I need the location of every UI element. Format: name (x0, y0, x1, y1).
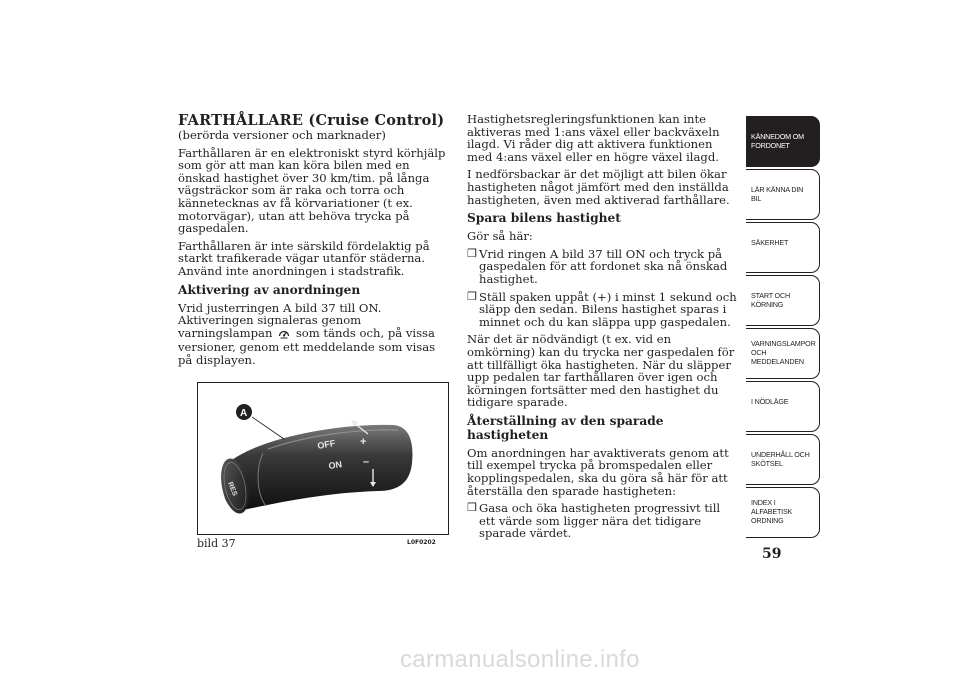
lever-res-label: RES (226, 481, 239, 498)
tab-i-nodlage[interactable] (746, 381, 820, 432)
list-item (467, 502, 739, 540)
figure-cruise-control-lever (197, 382, 449, 535)
tab-label: VARNINGSLAMPOR (751, 339, 816, 348)
heading-activation: Aktivering av anordningen (178, 282, 361, 297)
tab-underhall-och-skotsel[interactable] (746, 434, 820, 485)
paragraph: Hastighetsregleringsfunktionen kan inte aktiveras med 1:ans växel eller backväxeln ilagd. Vi råder dig att aktivera funktionen med 4:ans växel eller en högre växel ilagd. (467, 112, 720, 164)
list-item (467, 248, 739, 286)
tab-label: LÄR KÄNNA DIN (751, 185, 804, 194)
tab-label: BIL (751, 194, 762, 203)
lever-illustration (198, 383, 448, 534)
paragraph-text: som tänds och, på vissa versioner, genom ett meddelande som visas på displayen. (178, 325, 436, 367)
paragraph-text: Vrid justerringen A bild 37 till ON. Aktiveringen signaleras genom varningslampan (178, 300, 382, 340)
list-item (467, 291, 739, 329)
tab-label: OCH (751, 348, 767, 357)
tab-kannedom-om-fordonet[interactable] (746, 116, 820, 167)
paragraph: Farthållaren är inte särskild fördelaktig på starkt trafikerade vägar utanför städerna. Använd inte anordningen i stadstrafik. (178, 238, 430, 278)
figure-caption: bild 37 (197, 537, 236, 550)
paragraph: Om anordningen har avaktiverats genom att till exempel trycka på bromspedalen eller kopplingspedalen, ska du göra så här för att återställa den sparade hastigheten: (467, 445, 729, 498)
checkbox-bullet-icon: ❒ (467, 289, 477, 303)
tab-label: SKÖTSEL (751, 459, 783, 468)
list-item-text: Vrid ringen A bild 37 till ON och tryck på gaspedalen för att fordonet ska nå önskad hastighet. (479, 246, 728, 286)
checkbox-bullet-icon: ❒ (467, 246, 477, 260)
callout-a-label: A (240, 408, 248, 419)
paragraph: Farthållaren är en elektroniskt styrd körhjälp som gör att man kan köra bilen med en önskad hastighet över 30 km/tim. på långa vägsträckor som är raka och torra och kännetecknas av få körvariationer (t ex. motorvägar), utan att behöva trycka på gaspedalen. (178, 145, 446, 236)
lever-off-label: OFF (316, 437, 337, 451)
tab-sakerhet[interactable] (746, 222, 820, 273)
tab-index[interactable] (746, 487, 820, 538)
heading-save-speed: Spara bilens hastighet (467, 211, 621, 226)
paragraph: I nedförsbackar är det möjligt att bilen ökar hastigheten något jämfört med den inställda hastigheten, även med aktiverad farthållare. (467, 167, 730, 207)
lever-minus-label: – (363, 456, 370, 468)
tab-label: ORDNING (751, 516, 784, 525)
figure-code: L0F0202 (407, 539, 436, 546)
tab-lar-kanna-din-bil[interactable] (746, 169, 820, 220)
tab-label: MEDDELANDEN (751, 357, 804, 366)
page-number: 59 (762, 546, 782, 562)
tab-label: KÖRNING (751, 300, 784, 309)
tab-varningslampor[interactable] (746, 328, 820, 379)
tab-start-och-korning[interactable] (746, 275, 820, 326)
heading-restore-speed: Återställning av den sparade hastigheten (467, 413, 664, 442)
tab-label: SÄKERHET (751, 238, 789, 247)
list-item-text: Gasa och öka hastigheten progressivt till ett värde som ligger nära det tidigare sparade värdet. (479, 501, 721, 541)
right-column (467, 113, 739, 545)
section-subtitle: (berörda versioner och marknader) (178, 128, 386, 142)
tab-label: UNDERHÅLL OCH (751, 450, 810, 459)
paragraph: När det är nödvändigt (t ex. vid en omkörning) kan du trycka ner gaspedalen för att tillfälligt öka hastigheten. När du släpper upp pedalen tar farthållaren över igen och körningen fortsätter med den hastighet du tidigare sparade. (467, 332, 735, 410)
section-title: FARTHÅLLARE (Cruise Control) (178, 112, 445, 129)
checkbox-bullet-icon: ❒ (467, 501, 477, 515)
cruise-control-warning-icon (278, 328, 290, 342)
watermark: carmanualsonline.info (400, 646, 640, 673)
tab-label: I NÖDLÄGE (751, 397, 789, 406)
paragraph: Gör så här: (467, 229, 533, 244)
tab-label: INDEX I (751, 498, 776, 507)
tab-label: KÄNNEDOM OM (751, 132, 804, 141)
tab-label: FORDONET (751, 141, 790, 150)
chapter-tabs (746, 116, 820, 540)
left-column (178, 113, 450, 372)
paragraph (178, 302, 450, 367)
lever-on-label: ON (327, 459, 343, 471)
tab-label: START OCH (751, 291, 790, 300)
tab-label: ALFABETISK (751, 507, 793, 516)
list-item-text: Ställ spaken uppåt (+) i minst 1 sekund och släpp den sedan. Bilens hastighet sparas i minnet och du kan släppa upp gaspedalen. (479, 289, 737, 329)
lever-plus-label: + (360, 436, 367, 448)
